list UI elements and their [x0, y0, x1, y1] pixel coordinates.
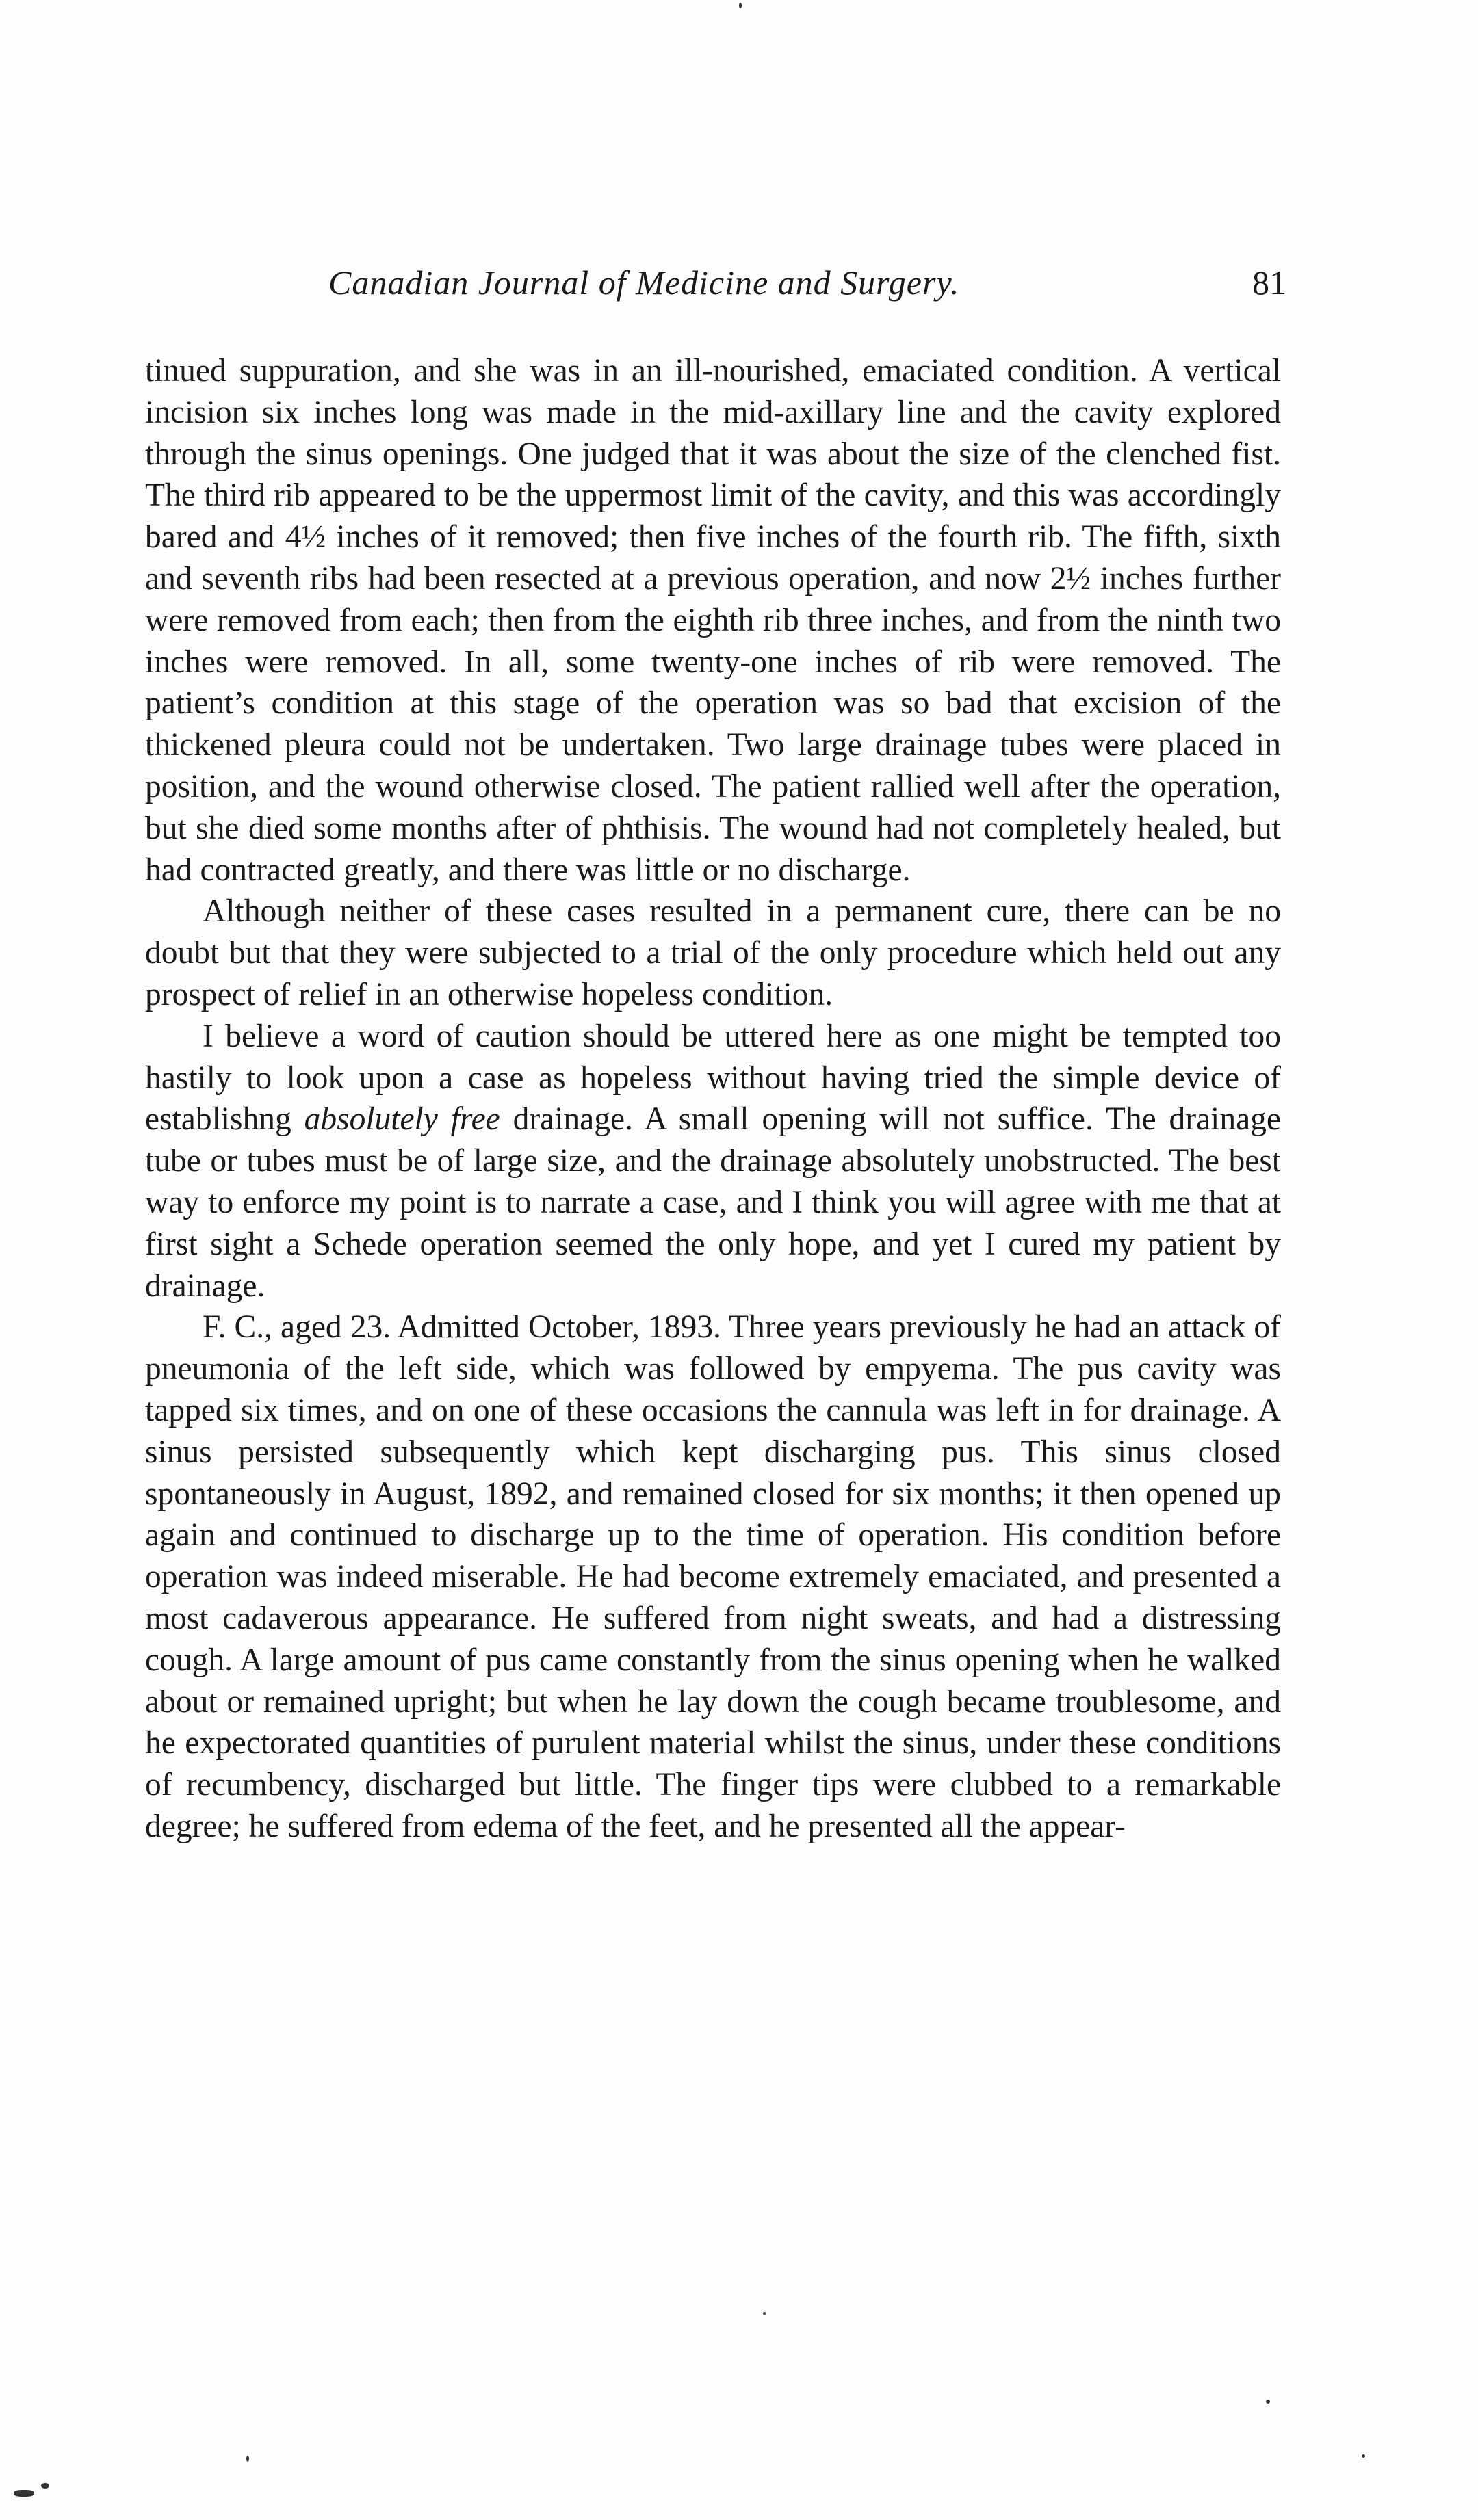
caution-text-after: drainage. A small opening will not suffice. The drainage tube or tubes must be of large size, and the drainage absolutely unobstructed. The best way to enforce my point is to narrate a case, and I think you will agree with me that at first sight a Schede operation seemed the only hope, and yet I cured my patient by drainage.: [145, 1101, 1282, 1304]
paragraph-cases-summary: Although neither of these cases resulted in a permanent cure, there can be no doubt but that they were subjected to a trial of the only procedure which held out any prospect of relief in an otherwise hopeless condition.: [145, 893, 1281, 1012]
paragraph-caution: [145, 1016, 1281, 1307]
page-header: [315, 259, 1286, 306]
article-body: [145, 350, 1281, 1848]
running-title: Canadian Journal of Medicine and Surgery.: [328, 263, 960, 302]
emphasis-absolutely-free: absolutely free: [304, 1101, 500, 1138]
page-number: 81: [1252, 263, 1286, 302]
scan-speck: [14, 2490, 34, 2497]
scan-speck: [246, 2456, 249, 2462]
paragraph-case-report: F. C., aged 23. Admitted October, 1893. Three years previously he had an attack of pneumonia of the left side, which was followed by empyema. The pus cavity was tapped six times, and on one of these occasions the cannula was left in for drainage. A sinus persisted subsequently which kept discharging pus. This sinus closed spontaneously in August, 1892, and remained closed for six months; it then opened up again and continued to discharge up to the time of operation. His condition before operation was indeed miserable. He had become extremely emaciated, and presented a most cadaverous appearance. He suffered from night sweats, and had a distressing cough. A large amount of pus came constantly from the sinus opening when he walked about or remained upright; but when he lay down the cough became troublesome, and he expectorated quantities of purulent material whilst the sinus, under these conditions of recumbency, discharged but little. The finger tips were clubbed to a remarkable degree; he suffered from edema of the feet, and he presented all the appear-: [145, 1309, 1281, 1844]
caution-text-before: I believe a word of caution should be uttered here as one might be tempted too hastily to look upon a case as hopeless without having tried the simple device of establishng: [145, 1018, 1281, 1138]
paragraph-continuation: tinued suppuration, and she was in an ill-nourished, emaciated condition. A vertical incision six inches long was made in the mid-axillary line and the cavity explored through the sinus openings. One judged that it was about the size of the clenched fist. The third rib appeared to be the uppermost limit of the cavity, and this was accordingly bared and 4½ inches of it removed; then five inches of the fourth rib. The fifth, sixth and seventh ribs had been resected at a previous operation, and now 2½ inches further were removed from each; then from the eighth rib three inches, and from the ninth two inches were removed. In all, some twenty-one inches of rib were removed. The patient’s condition at this stage of the operation was so bad that excision of the thickened pleura could not be undertaken. Two large drainage tubes were placed in position, and the wound otherwise closed. The patient rallied well after the operation, but she died some months after of phthisis. The wound had not completely healed, but had contracted greatly, and there was little or no discharge.: [145, 353, 1281, 888]
scan-speck: [763, 2312, 766, 2315]
scan-speck: [41, 2483, 49, 2489]
scan-speck: [739, 3, 742, 8]
scan-speck: [1362, 2454, 1365, 2458]
scan-speck: [1266, 2400, 1270, 2404]
